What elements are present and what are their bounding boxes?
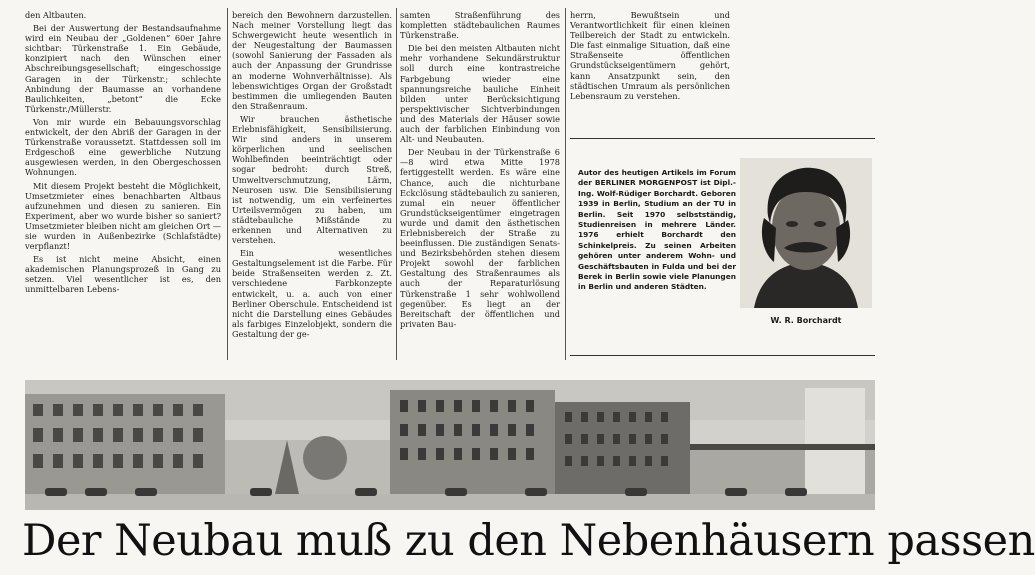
article-column-4: [570, 10, 730, 128]
article-paragraph: Mit diesem Projekt besteht die Möglichkeit, Umsetzmieter eines benachbarten Altbaus aufzunehmen und diesen zu sanieren. Ein Experiment, aber wo wurde bisher so saniert? Umsetzmieter bleiben nicht am gleichen Ort — sie wurden in Außenbezirke (Schlafstädte) verpflanzt!: [25, 180, 221, 252]
author-portrait: [740, 158, 872, 308]
article-paragraph: Bei der Auswertung der Bestandsaufnahme wird ein Neubau der „Goldenen“ 60er Jahre sichtbar: Türkenstraße 1. Ein Gebäude, konzipiert nach den Wünschen einer Abschreibungsgesellschaft; eingeschossige Garagen in der Türkenstr.; schlechte Anbindung der Baumasse an vorhandene Baulichkeiten, „betont“ die Ecke Türkenstr./Müllerstr.: [25, 23, 221, 114]
article-column-2: [232, 10, 392, 365]
column-divider: [227, 8, 228, 360]
street-panorama-image: [25, 380, 875, 510]
author-bio: Autor des heutigen Artikels im Forum der BERLINER MORGENPOST ist Dipl.-Ing. Wolf-Rüdiger Borchardt. Geboren 1939 in Berlin, Studium an der TU in Berlin. Seit 1970 selbstständig, Studienreisen in mehrere Länder. 1976 erhielt Borchardt den Schinkelpreis. Zu seinen Arbeiten gehören unter anderem Wohn- und Geschäftsbauten in Fulda und bei der Berek in Berlin sowie viele Planungen in Berlin und anderen Städten.: [578, 168, 736, 292]
portrait-caption: W. R. Borchardt: [770, 316, 842, 325]
article-paragraph: Die bei den meisten Altbauten nicht mehr vorhandene Sekundärstruktur soll durch eine kontrastreiche Farbgebung wieder eine spannungsreiche bauliche Einheit bilden unter Berücksichtigung perspektivischer Sichtverbindungen und des Materials der Häuser sowie auch der farblichen Einbindung von Alt- und Neubauten.: [400, 43, 560, 145]
article-paragraph: bereich den Bewohnern darzustellen. Nach meiner Vorstellung liegt das Schwergewicht heute wesentlich in der Neugestaltung der Baumassen (sowohl Sanierung der Fassaden als auch der Anpassung der Grundrisse an moderne Wohnverhältnisse). Als lebenswichtiges Organ der Großstadt bestimmen die umliegenden Bauten den Straßenraum.: [232, 10, 392, 111]
column-divider: [565, 8, 566, 360]
author-box-top-rule: [570, 138, 875, 139]
column-divider: [396, 8, 397, 360]
portrait-image: [740, 158, 872, 308]
street-panorama-photo: [25, 380, 875, 510]
article-paragraph: den Altbauten.: [25, 10, 87, 20]
article-paragraph: Von mir wurde ein Bebauungsvorschlag entwickelt, der den Abriß der Garagen in der Türkenstraße voraussetzt. Stattdessen soll im Erdgeschoß eine gewerbliche Nutzung ausgewiesen werden, in den Obergeschossen Wohnungen.: [25, 116, 221, 178]
article-paragraph: Ein wesentliches Gestaltungselement ist die Farbe. Für beide Straßenseiten werden z. Zt. verschiedene Farbkonzepte entwickelt, u. a. auch von einer Berliner Oberschule. Entscheidend ist nicht die Darstellung eines Gebäudes als farbiges Einzelobjekt, sondern die Gestaltung der ge-: [232, 248, 392, 339]
article-paragraph: Der Neubau in der Türkenstraße 6—8 wird etwa Mitte 1978 fertiggestellt werden. Es wäre eine Chance, auch die nichturbane Eckclösung städtebaulich zu sanieren, zumal ein neuer öffentlicher Grundstückseigentümer eingetragen wurde und damit den ästhetischen Erlebnisbereich der Straße zu beeinflussen. Die zuständigen Senats- und Bezirksbehörden stehen diesem Projekt sowohl der farblichen Gestaltung des Straßenraumes als auch der Reparaturlösung Türkenstraße 1 sehr wohlwollend gegenüber. Es liegt an der Bereitschaft der öffentlichen und privaten Bau-: [400, 147, 560, 329]
article-paragraph: samten Straßenführung des kompletten städtebaulichen Raumes Türkenstraße.: [400, 10, 560, 41]
article-headline: Der Neubau muß zu den Nebenhäusern passen: [22, 516, 1035, 566]
article-paragraph: Es ist nicht meine Absicht, einen akademischen Planungsprozeß in Gang zu setzen. Viel wesentlicher ist es, den unmittelbaren Lebens-: [25, 254, 221, 295]
article-column-1: [25, 10, 221, 370]
article-paragraph: Wir brauchen ästhetische Erlebnisfähigkeit, Sensibilisierung. Wir sind anders in unserem körperlichen und seelischen Wohlbefinden beeinträchtigt oder sogar bedroht: durch Streß, Umweltverschmutzung, Lärm, Neurosen usw. Die Sensibilisierung ist notwendig, um ein verfeinertes Urteilsvermögen zu haben, um städtebauliche Mißstände zu erkennen und Alternativen zu verstehen.: [232, 113, 392, 246]
article-column-3: [400, 10, 560, 367]
article-paragraph: herrn, Bewußtsein und Verantwortlichkeit für einen kleinen Teilbereich der Stadt zu entwickeln. Die fast einmalige Situation, daß eine Straßenseite öffentlichen Grundstückseigentümern gehört, kann Ansatzpunkt sein, den städtischen Umraum als persönlichen Lebensraum zu verstehen.: [570, 10, 730, 101]
author-box-bottom-rule: [570, 355, 875, 356]
